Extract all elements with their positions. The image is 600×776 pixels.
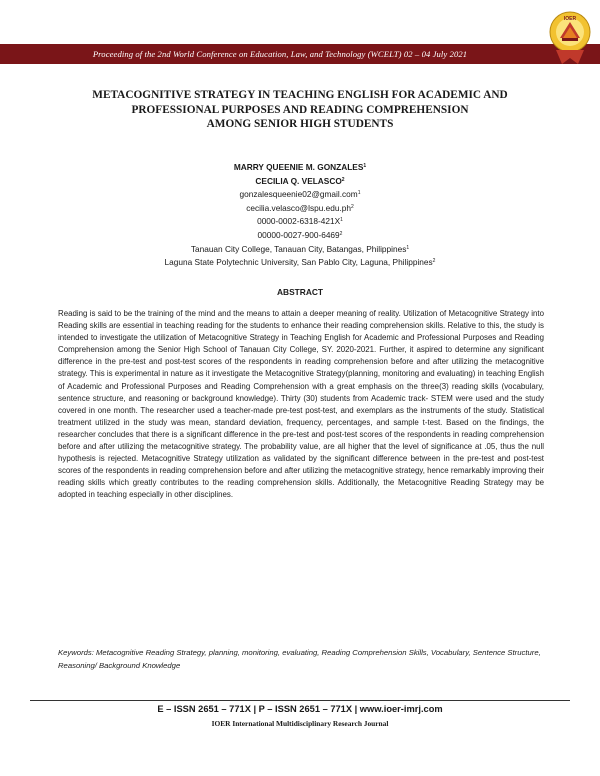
abstract-heading: ABSTRACT xyxy=(276,287,324,297)
footer-issn-line[interactable]: E – ISSN 2651 – 771X | P – ISSN 2651 – 771X | www.ioer-imrj.com xyxy=(157,704,443,714)
conference-header-band xyxy=(0,44,600,64)
author-2: CECILIA Q. VELASCO$^2$ xyxy=(255,175,345,186)
footer-journal-name: IOER International Multidisciplinary Research Journal xyxy=(211,719,389,728)
paper-title xyxy=(40,88,560,132)
title-line: AMONG SENIOR HIGH STUDENTS xyxy=(206,118,394,130)
author-block xyxy=(0,160,600,269)
author-1: MARRY QUEENIE M. GONZALES$^1$ xyxy=(233,162,367,172)
abstract-body: Reading is said to be the training of the mind and the means to attain a deeper meaning of reality. Utilization of Metacognitive Strategy into Reading skills are essential in teaching reading for the students to enhance their reading comprehension skills. Relative to this, the study is intended to investigate the utilization of Metacognitive Strategy in Teaching English for Academic and Professional Purposes and Reading Comprehension among the Senior High School of Tanauan City College, SY. 2020-2021. Further, it aspired to determine any significant difference in the pre-test and post-test scores of the respondents in reading comprehension before and after utilizing the metacognitive strategy. This is experimental in nature as it investigate the Metacognitive Strategy(planning, monitoring and evaluating) in teaching English of Academic and Professional Purposes and Reading Comprehension with a great emphasis on the three(3) reading skills (vocabulary, sentence structure, and reasoning or background knowledge). Thirty (30) students from Academic track- STEM were used and the study covered in one month. The researcher used a teacher-made pre-test post-test, and exemplars as the instruments of the study. Statistical treatment utilized in the study was mean, standard deviation, frequency, percentages, and sample t-test. Based on the findings, the researcher concludes that there is a significant difference in the pre-test and post-test scores of the respondents in reading comprehension before and after utilizing the metacognitive strategy. The probability value, are all higher that the level of significance at .05, thus the null hypothesis is rejected. Metacognitive Strategy utilization as validated by the significant difference between in the pre-test and post-test scores of the respondents in reading comprehension before and after utilizing the metacognitive strategy, hence remarkably improving their reading skills which greatly contributes to the reading comprehension skills. Additionally, the Metacognitive Reading Strategy may be adopted in teaching especially in other disciplines. xyxy=(58,309,544,500)
affiliation-1: Tanauan City College, Tanauan City, Batangas, Philippines$^1$ xyxy=(190,243,410,254)
orcid-2: 00000-0027-900-6469$^2$ xyxy=(257,229,343,240)
conference-header-text: Proceeding of the 2nd World Conference on Education, Law, and Technology (WCELT) 02 – 04 July 2021 xyxy=(92,49,468,59)
affiliation-2: Laguna State Polytechnic University, San Pablo City, Laguna, Philippines$^2$ xyxy=(164,257,436,268)
ioer-logo-icon xyxy=(548,8,592,70)
email-2[interactable]: $cecilia.velasco@lspu.edu.ph^2$ xyxy=(246,202,354,213)
email-1[interactable]: gonzalesqueenie02@gmail.com$^1$ xyxy=(239,189,361,200)
keywords: Keywords: Metacognitive Reading Strategy, planning, monitoring, evaluating, Reading Comprehension Skills, Vocabulary, Sentence Structure, Reasoning/ Background Knowledge xyxy=(58,648,541,670)
title-line: PROFESSIONAL PURPOSES AND READING COMPREHENSION xyxy=(131,103,469,116)
footer-divider xyxy=(30,700,570,701)
svg-text:IOER: IOER xyxy=(563,16,577,22)
orcid-1: $0000-0002-6318-421X^1$ xyxy=(257,216,343,227)
title-line: METACOGNITIVE STRATEGY IN TEACHING ENGLISH FOR ACADEMIC AND xyxy=(92,89,508,101)
